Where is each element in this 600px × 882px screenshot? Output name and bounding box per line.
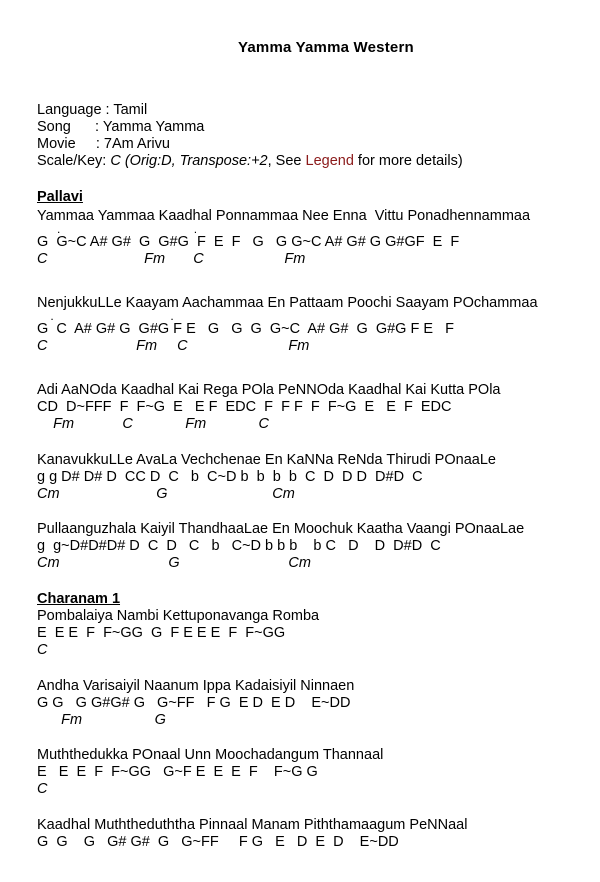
section-heading-pallavi: Pallavi [37, 189, 83, 205]
notes-line: G C A# G# G G#G F E G G G G~C A# G# G G#G F E F [37, 321, 454, 337]
charanam-verse-2 [37, 678, 354, 729]
lyric-line: NenjukkuLLe Kaayam Aachammaa En Pattaam Poochi Saayam POchammaa [37, 295, 538, 311]
chords-line: Fm G [37, 712, 166, 728]
charanam-verse-3 [37, 747, 383, 798]
octave-dots: . . [37, 222, 198, 236]
notes-line: g g D# D# D CC D C b C~D b b b b C D D D D#D C [37, 469, 423, 485]
lyric-line: Adi AaNOda Kaadhal Kai Rega POla PeNNOda Kaadhal Kai Kutta POla [37, 382, 501, 398]
movie-line: Movie : 7Am Arivu [37, 136, 170, 152]
chords-line: C Fm C Fm [37, 338, 310, 354]
notes-line: G G G G#G# G G~FF F G E D E D E~DD [37, 695, 351, 711]
scale-prefix: Scale/Key: [37, 153, 111, 169]
lyric-line: Yammaa Yammaa Kaadhal Ponnammaa Nee Enna Vittu Ponadhennammaa [37, 208, 531, 224]
notes-line: E E E F F~GG G F E E E F F~GG [37, 625, 286, 641]
scale-key-line [37, 153, 463, 170]
lyric-line: Pullaanguzhala Kaiyil ThandhaaLae En Moochuk Kaatha Vaangi POnaaLae [37, 521, 525, 537]
legend-link[interactable]: Legend [305, 153, 354, 169]
charanam-verse-4 [37, 817, 467, 851]
pallavi-verse-1 [37, 208, 530, 268]
scale-suffix: for more details) [353, 153, 463, 169]
chords-line: Cm G Cm [37, 486, 295, 502]
pallavi-verse-2 [37, 295, 538, 355]
section-heading-charanam-1: Charanam 1 [37, 591, 121, 607]
chords-line: Cm G Cm [37, 555, 311, 571]
page-title: Yamma Yamma Western [238, 39, 414, 56]
chords-line: C Fm C Fm [37, 251, 306, 267]
octave-dots: . . [37, 309, 174, 323]
scale-key-value: C (Orig:D, Transpose:+2 [110, 153, 268, 169]
notes-line: G G G G# G# G G~FF F G E D E D E~DD [37, 834, 399, 850]
language-line: Language : Tamil [37, 102, 148, 118]
notes-line: CD D~FFF F F~G E E F EDC F F F F F~G E E F EDC [37, 399, 452, 415]
charanam-verse-1 [37, 608, 319, 659]
song-line: Song : Yamma Yamma [37, 119, 205, 135]
lyric-line: Kaadhal Muththeduththa Pinnaal Manam Piththamaagum PeNNaal [37, 817, 468, 833]
chords-line: C [37, 642, 48, 658]
lyric-line: Muththedukka POnaal Unn Moochadangum Thannaal [37, 747, 384, 763]
pallavi-verse-5 [37, 521, 524, 572]
notes-line: E E E F F~GG G~F E E E F F~G G [37, 764, 318, 780]
chords-line: C [37, 781, 48, 797]
scale-mid: , See [267, 153, 306, 169]
notes-line: G G~C A# G# G G#G F E F G G G~C A# G# G G#GF E F [37, 234, 460, 250]
lyric-line: Pombalaiya Nambi Kettuponavanga Romba [37, 608, 320, 624]
lyric-line: KanavukkuLLe AvaLa Vechchenae En KaNNa ReNda Thirudi POnaaLe [37, 452, 496, 468]
pallavi-verse-4 [37, 452, 496, 503]
lyric-line: Andha Varisaiyil Naanum Ippa Kadaisiyil Ninnaen [37, 678, 355, 694]
song-metadata [37, 102, 463, 170]
notes-line: g g~D#D#D# D C D C b C~D b b b b C D D D#D C [37, 538, 441, 554]
pallavi-verse-3 [37, 382, 500, 433]
chords-line: Fm C Fm C [37, 416, 270, 432]
